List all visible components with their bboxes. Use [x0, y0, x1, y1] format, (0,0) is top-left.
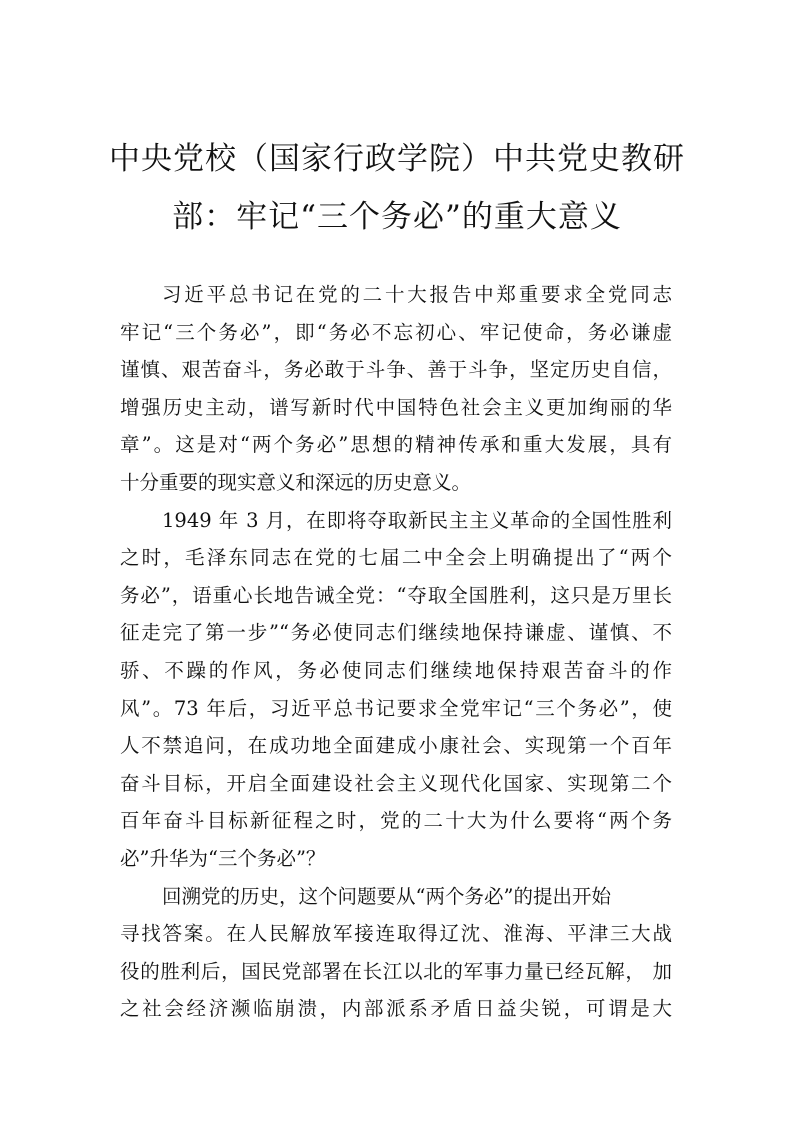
body-line: 之社会经济濒临崩溃，内部派系矛盾日益尖锐，可谓是大 — [120, 997, 672, 1021]
body-line: 十分重要的现实意义和深远的历史意义。 — [120, 470, 472, 494]
body-line: 役的胜利后，国民党部署在长江以北的军事力量已经瓦解， 加 — [120, 959, 672, 983]
body-line: 征走完了第一步”“务必使同志们继续地保持谦虚、谨慎、不 — [120, 621, 672, 645]
document-body — [120, 276, 672, 1028]
body-line: 牢记“三个务必”，即“务必不忘初心、牢记使命，务必谦虚 — [120, 320, 672, 344]
body-line: 风”。73 年后，习近平总书记要求全党牢记“三个务必”，使 — [120, 696, 672, 720]
body-line: 人不禁追问，在成功地全面建成小康社会、实现第一个百年 — [120, 734, 672, 758]
document-title — [100, 130, 694, 246]
body-line: 增强历史主动，谱写新时代中国特色社会主义更加绚丽的华 — [120, 395, 672, 419]
body-line: 务必”，语重心长地告诫全党：“夺取全国胜利，这只是万里长 — [120, 583, 672, 607]
body-line: 寻找答案。在人民解放军接连取得辽沈、淮海、平津三大战 — [120, 922, 672, 946]
body-line: 章”。这是对“两个务必”思想的精神传承和重大发展，具有 — [120, 433, 672, 457]
body-line: 骄、不躁的作风，务必使同志们继续地保持艰苦奋斗的作 — [120, 658, 672, 682]
body-line: 1949 年 3 月，在即将夺取新民主主义革命的全国性胜利 — [162, 508, 672, 532]
title-line: 中央党校（国家行政学院）中共党史教研 — [109, 141, 685, 177]
body-line: 必”升华为“三个务必”？ — [120, 846, 326, 870]
body-line: 奋斗目标，开启全面建设社会主义现代化国家、实现第二个 — [120, 771, 672, 795]
body-line: 回溯党的历史，这个问题要从“两个务必”的提出开始 — [162, 884, 611, 908]
body-line: 百年奋斗目标新征程之时，党的二十大为什么要将“两个务 — [120, 809, 672, 833]
body-line: 谨慎、艰苦奋斗，务必敢于斗争、善于斗争，坚定历史自信， — [120, 358, 672, 382]
body-line: 之时，毛泽东同志在党的七届二中全会上明确提出了“两个 — [120, 546, 672, 570]
title-line: 部：牢记“三个务必”的重大意义 — [172, 199, 622, 235]
body-line: 习近平总书记在党的二十大报告中郑重要求全党同志 — [162, 283, 672, 306]
